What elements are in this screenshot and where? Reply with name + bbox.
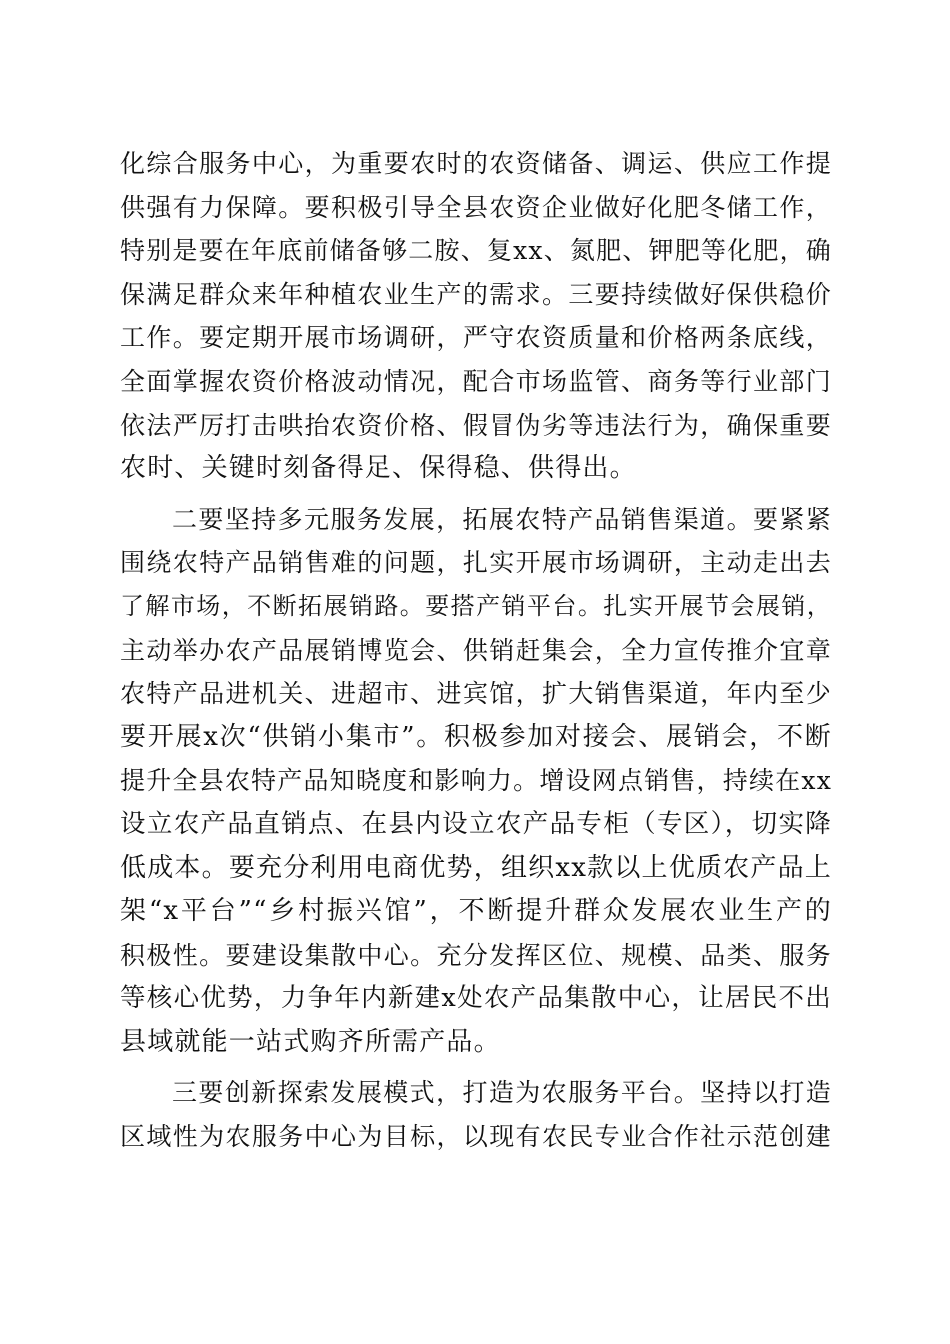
paragraph-line: 全面掌握农资价格波动情况，配合市场监管、商务等行业部门 bbox=[120, 366, 832, 396]
paragraph-line: 依法严厉打击哄抬农资价格、假冒伪劣等违法行为，确保重要 bbox=[120, 410, 832, 440]
paragraph-line: 特别是要在年底前储备够二胺、复xx、氮肥、钾肥等化肥，确 bbox=[120, 236, 832, 266]
paragraph-gap bbox=[120, 1064, 832, 1071]
paragraph-line: 架“x平台”“乡村振兴馆”，不断提升群众发展农业生产的 bbox=[120, 896, 832, 927]
paragraph-line: 设立农产品直销点、在县内设立农产品专柜（专区），切实降 bbox=[120, 808, 832, 839]
paragraph-line: 化综合服务中心，为重要农时的农资储备、调运、供应工作提 bbox=[120, 149, 832, 178]
document-body bbox=[120, 142, 832, 1159]
paragraph-line: 工作。要定期开展市场调研，严守农资质量和价格两条底线， bbox=[120, 323, 832, 353]
paragraph-2 bbox=[120, 498, 832, 1065]
paragraph-line: 围绕农特产品销售难的问题，扎实开展市场调研，主动走出去 bbox=[120, 548, 832, 578]
paragraph-line: 保满足群众来年种植农业生产的需求。三要持续做好保供稳价 bbox=[120, 279, 832, 309]
paragraph-line: 主动举办农产品展销博览会、供销赶集会，全力宣传推介宜章 bbox=[120, 635, 832, 665]
paragraph-line: 三要创新探索发展模式，打造为农服务平台。坚持以打造 bbox=[172, 1078, 832, 1108]
paragraph-3 bbox=[120, 1071, 832, 1158]
paragraph-line: 积极性。要建设集散中心。充分发挥区位、规模、品类、服务 bbox=[120, 940, 832, 970]
paragraph-gap bbox=[120, 491, 832, 498]
paragraph-line: 区域性为农服务中心为目标，以现有农民专业合作社示范创建 bbox=[120, 1122, 832, 1152]
paragraph-line: 供强有力保障。要积极引导全县农资企业做好化肥冬储工作， bbox=[120, 192, 832, 222]
paragraph-line: 等核心优势，力争年内新建x处农产品集散中心，让居民不出 bbox=[120, 983, 832, 1014]
paragraph-line: 提升全县农特产品知晓度和影响力。增设网点销售，持续在xx bbox=[120, 766, 832, 796]
paragraph-line: 要开展x次“供销小集市”。积极参加对接会、展销会，不断 bbox=[120, 721, 832, 752]
paragraph-line: 农时、关键时刻备得足、保得稳、供得出。 bbox=[120, 453, 637, 484]
paragraph-line: 县域就能一站式购齐所需产品。 bbox=[120, 1026, 501, 1057]
paragraph-line: 农特产品进机关、进超市、进宾馆，扩大销售渠道，年内至少 bbox=[120, 679, 832, 709]
paragraph-line: 了解市场，不断拓展销路。要搭产销平台。扎实开展节会展销， bbox=[120, 591, 832, 620]
paragraph-1 bbox=[120, 142, 832, 491]
paragraph-line: 低成本。要充分利用电商优势，组织xx款以上优质农产品上 bbox=[120, 852, 832, 883]
paragraph-line: 二要坚持多元服务发展，拓展农特产品销售渠道。要紧紧 bbox=[172, 504, 832, 534]
